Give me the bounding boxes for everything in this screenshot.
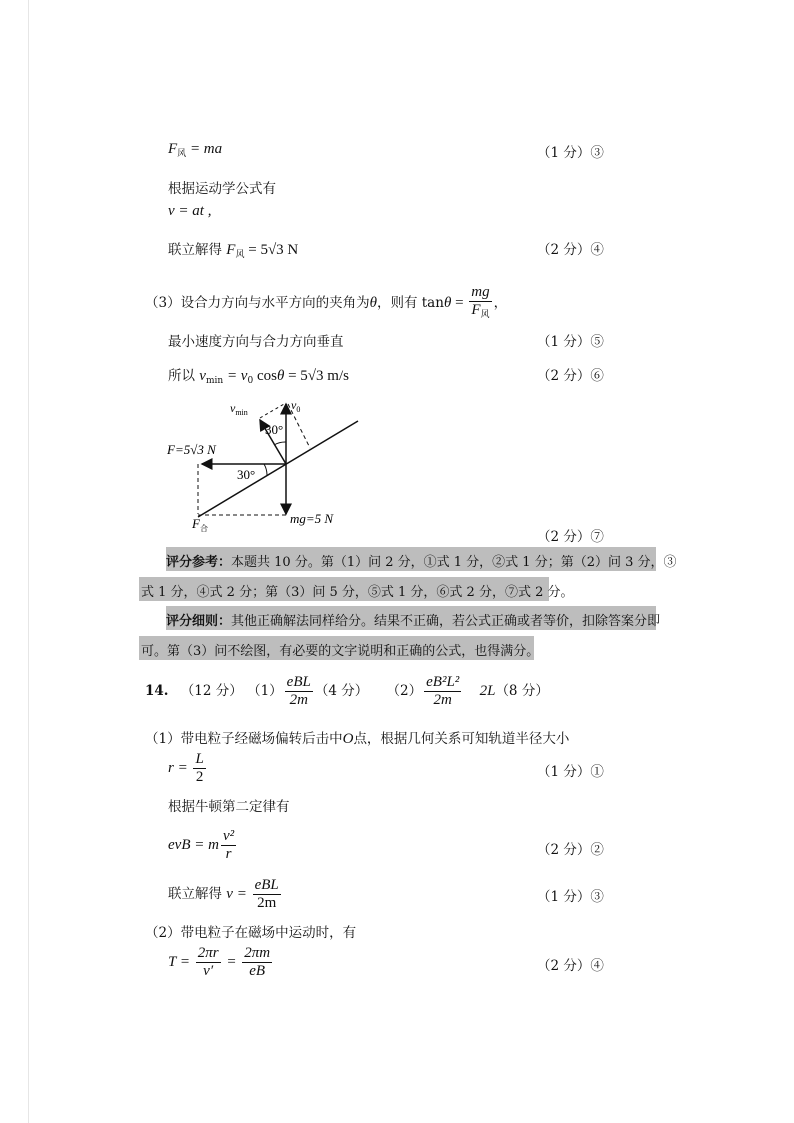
T-den1: v′: [203, 963, 214, 979]
r-equation: [168, 751, 208, 786]
fhe-label: $F_合$: [192, 516, 208, 532]
q14-ans1-points: （4 分）: [314, 683, 369, 699]
solve-value: = 5√3 N: [244, 242, 299, 258]
vmin-result: = 5√3 m/s: [284, 368, 349, 384]
v-den: 2m: [257, 895, 277, 911]
vmin-v: v: [199, 368, 206, 384]
evB-num: v²: [222, 828, 235, 844]
ans1-den: 2m: [289, 692, 308, 708]
T-den2: eB: [249, 963, 266, 979]
score-6: （2 分）⑥: [537, 368, 604, 384]
angle-arc-bottom: [264, 464, 267, 475]
T-equation: [168, 945, 274, 980]
frac-den-sub: 风: [480, 309, 490, 319]
score-4: （2 分）④: [537, 242, 604, 258]
grading-reference-line1: [166, 551, 677, 570]
q14-ans2b: 2L: [479, 683, 496, 699]
comma: ，: [493, 295, 508, 311]
q14-number: 14.: [145, 683, 169, 699]
part3-intro-text: （3）设合力方向与水平方向的夹角为: [145, 295, 370, 311]
T-num2: 2πm: [244, 945, 271, 961]
theta: θ: [276, 368, 285, 384]
v0-sub: 0: [247, 376, 254, 386]
equals: =: [451, 295, 468, 311]
r-num: L: [195, 751, 204, 767]
q14-ans2-points: （8 分）: [495, 683, 549, 699]
vmin-sub: min: [205, 376, 224, 386]
score-5: （1 分）⑤: [537, 334, 604, 350]
force-diagram: [160, 392, 380, 532]
grading-reference-text1: 本题共 10 分。第（1）问 2 分，①式 1 分，②式 1 分；第（2）问 3 分，③: [231, 555, 677, 570]
mg-label: mg=5 N: [290, 511, 334, 526]
v-frac: [253, 877, 281, 912]
T-frac1: [196, 945, 221, 980]
angle1-label: 30°: [265, 422, 284, 437]
page-edge: [28, 0, 29, 1123]
evB-eq: evB = m: [168, 836, 219, 853]
equation-v-at: v = at ,: [168, 203, 212, 219]
part3-tan: ，则有 tan: [376, 295, 444, 311]
angle-arc-top: [274, 442, 286, 445]
eq-F-sub: 风: [177, 148, 187, 158]
q14-points: （12 分）: [180, 683, 243, 699]
evB-den: r: [225, 846, 232, 862]
grading-detail-title: 评分细则：: [166, 614, 232, 629]
part3-intro: [145, 284, 507, 323]
dashed-vmin: [260, 404, 284, 418]
score-3: （1 分）③: [537, 145, 604, 161]
ans2-num: eB²L²: [426, 674, 460, 690]
T-eq: T =: [168, 953, 194, 970]
grading-reference-title: 评分参考：: [166, 555, 232, 570]
frac-num: mg: [471, 284, 490, 300]
T-mid: =: [222, 953, 241, 970]
solve-v: [168, 877, 283, 912]
v-eq: v =: [226, 886, 251, 902]
q14-score-2: （2 分）②: [537, 842, 604, 858]
q14-s1: [145, 727, 569, 748]
vmin-label: $v_{min}$: [230, 401, 248, 417]
solve-wind-force: [168, 238, 298, 260]
solve-prefix: 联立解得: [168, 242, 227, 258]
evB-equation: [168, 828, 238, 863]
s1-rest: 点，根据几何关系可知轨道半径大小: [353, 731, 570, 747]
so-text: 所以: [168, 368, 200, 384]
min-speed-text: 最小速度方向与合力方向垂直: [168, 334, 344, 350]
newton-text: 根据牛顿第二定律有: [168, 799, 290, 815]
solve-F: F: [226, 242, 236, 258]
r-den: 2: [195, 769, 204, 785]
score-7: （2 分）⑦: [537, 529, 604, 545]
q14-ans1: [285, 674, 313, 709]
frac-den: [469, 302, 491, 323]
grading-detail-line1: [166, 610, 660, 629]
v0-label: $v_0$: [291, 398, 301, 414]
tan-fraction: [469, 284, 491, 323]
q14-s2: （2）带电粒子在磁场中运动时，有: [145, 925, 357, 941]
ans1-num: eBL: [286, 674, 311, 690]
grading-detail-line2: 可。第（3）问不绘图，有必要的文字说明和正确的公式，也得满分。: [141, 644, 540, 659]
f-label: F=5√3 N: [167, 442, 216, 457]
q14-summary: [145, 674, 549, 714]
q14-score-3: （1 分）③: [537, 889, 604, 905]
q14-score-4: （2 分）④: [537, 958, 604, 974]
solve-F-sub: 风: [235, 250, 245, 260]
ans2-den: 2m: [433, 692, 452, 708]
theta: θ: [369, 295, 377, 311]
q14-part2: （2）: [386, 683, 423, 699]
point-O: O: [342, 731, 354, 747]
grading-detail-text1: 其他正确解法同样给分。结果不正确，若公式正确或者等价，扣除答案分即: [231, 614, 661, 629]
angle2-label: 30°: [237, 467, 256, 482]
T-num1: 2πr: [197, 945, 219, 961]
grading-reference-line2: 式 1 分，④式 2 分；第（3）问 5 分，⑤式 1 分，⑥式 2 分，⑦式 2 分。: [141, 585, 574, 600]
q14-score-1: （1 分）①: [537, 764, 604, 780]
kinematics-text: 根据运动学公式有: [168, 181, 276, 197]
solve-v-prefix: 联立解得: [168, 886, 227, 902]
cos: cos: [253, 368, 277, 384]
eq-F: F: [168, 141, 178, 157]
frac-den-F: F: [471, 302, 481, 318]
eq-rest: = ma: [186, 141, 223, 157]
T-frac2: [242, 945, 272, 980]
q14-part1: （1）: [247, 683, 283, 699]
v-num: eBL: [254, 877, 279, 893]
s1-text: （1）带电粒子经磁场偏转后击中: [145, 731, 343, 747]
q14-ans2: [424, 674, 461, 709]
evB-frac: [221, 828, 236, 863]
vmin-equation: [168, 364, 349, 386]
vmin-rest: = v: [223, 368, 248, 384]
r-frac: [193, 751, 205, 786]
theta: θ: [443, 295, 452, 311]
r-eq: r =: [168, 759, 192, 776]
equation-wind-force: [168, 141, 222, 159]
